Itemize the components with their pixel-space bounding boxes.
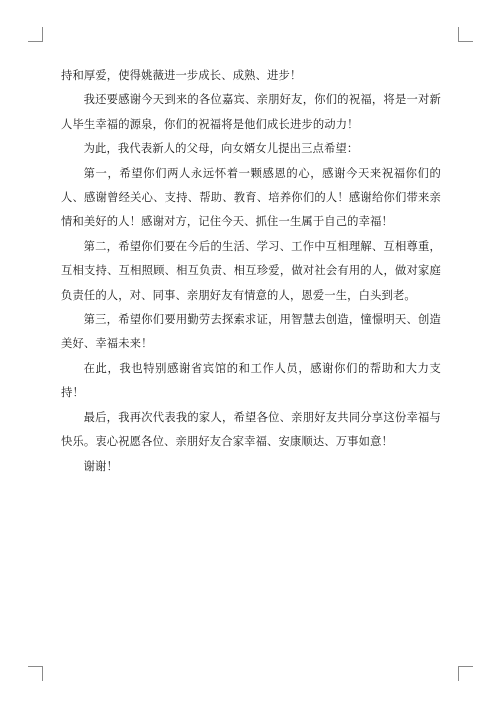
crop-mark-bottom-right: [458, 666, 473, 681]
paragraph: 第二，希望你们要在今后的生活、学习、工作中互相理解、互相尊重，互相支持、互相照顾、相互负责、相互珍爱，做对社会有用的人，做对家庭负责任的人，对、同事、亲朋好友有情意的人，恩爱一生，白头到老。: [61, 239, 441, 302]
crop-mark-top-left: [28, 27, 43, 42]
paragraph: 最后，我再次代表我的家人，希望各位、亲朋好友共同分享这份幸福与快乐。衷心祝愿各位、亲朋好友合家幸福、安康顺达、万事如意！: [61, 410, 441, 449]
paragraph: 谢谢！: [83, 459, 118, 473]
paragraph: 我还要感谢今天到来的各位嘉宾、亲朋好友，你们的祝福，将是一对新人毕生幸福的源泉，你们的祝福将是他们成长进步的动力！: [61, 93, 441, 131]
document-body: [61, 64, 441, 479]
paragraph: 为此，我代表新人的父母，向女婿女儿提出三点希望：: [83, 142, 359, 156]
paragraph: 持和厚爱，使得姚薇进一步成长、成熟、进步！: [61, 69, 302, 82]
paragraph: 第三，希望你们要用勤劳去探索求证，用智慧去创造，憧憬明天、创造美好、幸福未来！: [61, 313, 441, 351]
crop-mark-top-right: [458, 27, 473, 42]
paragraph: 第一，希望你们两人永远怀着一颗感恩的心，感谢今天来祝福你们的人、感谢曾经关心、支持、帮助、教育、培养你们的人！感谢给你们带来亲情和美好的人！感谢对方，记住今天、抓住一生属于自己的幸福！: [61, 166, 441, 229]
paragraph: 在此，我也特别感谢省宾馆的和工作人员，感谢你们的帮助和大力支持！: [61, 361, 441, 400]
crop-mark-bottom-left: [28, 666, 43, 681]
